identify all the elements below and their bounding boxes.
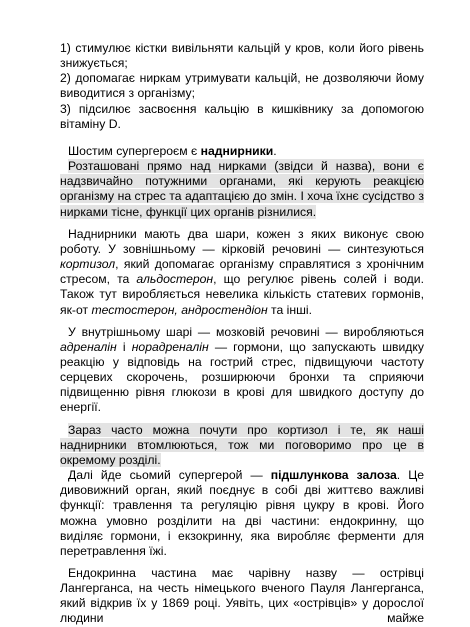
paragraph-islets-of-langerhans: Ендокринна частина має чарівну назву — острівці Лангерганса, на честь німецького вченого Пауля Лангерганса, який відкрив їх у 1869 році. Уявіть, цих «острівців» у дорослої людини майже: [60, 566, 424, 626]
list-item-1: 1) стимулює кістки вивільняти кальцій у кров, коли його рівень знижується;: [60, 41, 424, 71]
term-pancreas: підшлункова залоза: [270, 468, 397, 483]
term-sex-hormones: тестостерон, андростендіон: [91, 302, 268, 317]
paragraph-seventh-superhero: Далі йде сьомий супергерой — підшлункова залоза. Це дивовижний орган, який поєднує в собі дві життєво важливі функції: травлення та регуляцію рівня цукру в крові. Його можна умовно розділити на дві частини: ендокринну, що виділяє гормони, і екзокринну, яка виробляє ферменти для перетравлення їжі.: [60, 468, 424, 558]
paragraph-adrenal-layers: Наднирники мають два шари, кожен з яких виконує свою роботу. У зовнішньому — кірковій речовині — синтезуються кортизол, який допомагає організму справлятися з хронічним стресом, та альдостерон, що регулює рівень солей і води. Також тут виробляється невелика кількість статевих гормонів, як-от тестостерон, андростендіон та інші.: [60, 226, 424, 317]
term-aldosterone: альдостерон: [136, 272, 214, 287]
list-item-2: 2) допомагає ниркам утримувати кальцій, не дозволяючи йому виводитися з організму;: [60, 71, 424, 101]
term-cortisol: кортизол: [60, 257, 116, 272]
term-adrenaline: адреналін: [60, 339, 117, 354]
paragraph-sixth-superhero: Шостим супергероєм є наднирники.: [68, 143, 277, 158]
paragraph-adrenal-medulla: У внутрішньому шарі — мозковій речовині — виробляються адреналін і норадреналін — гормони, що запускають швидку реакцію у відповідь на гострий стрес, підвищуючи частоту серцевих скорочень, розширюючи бронхи та сприяючи підвищенню рівня глюкози в крові для швидкого доступу до енергії.: [60, 324, 424, 415]
paragraph-cortisol-note: [60, 423, 424, 468]
list-item-3: 3) підсилює засвоєння кальцію в кишківнику за допомогою вітаміну D.: [60, 101, 424, 131]
highlighted-text: Розташовані прямо над нирками (звідси й назва), вони є надзвичайно потужними органами, які керують реакцією організму на стрес та адаптацією до змін. І хоча їхнє сусідство з нирками тісне, функції цих органів різнилися.: [60, 159, 424, 219]
term-noradrenaline: норадреналін: [131, 339, 209, 354]
term-adrenal-glands: наднирники: [200, 143, 274, 158]
highlighted-text: Зараз часто можна почути про кортизол і те, як наші наднирники втомлюються, тож ми поговоримо про це в окремому розділі.: [60, 422, 424, 467]
paragraph-adrenal-location: [60, 159, 424, 220]
